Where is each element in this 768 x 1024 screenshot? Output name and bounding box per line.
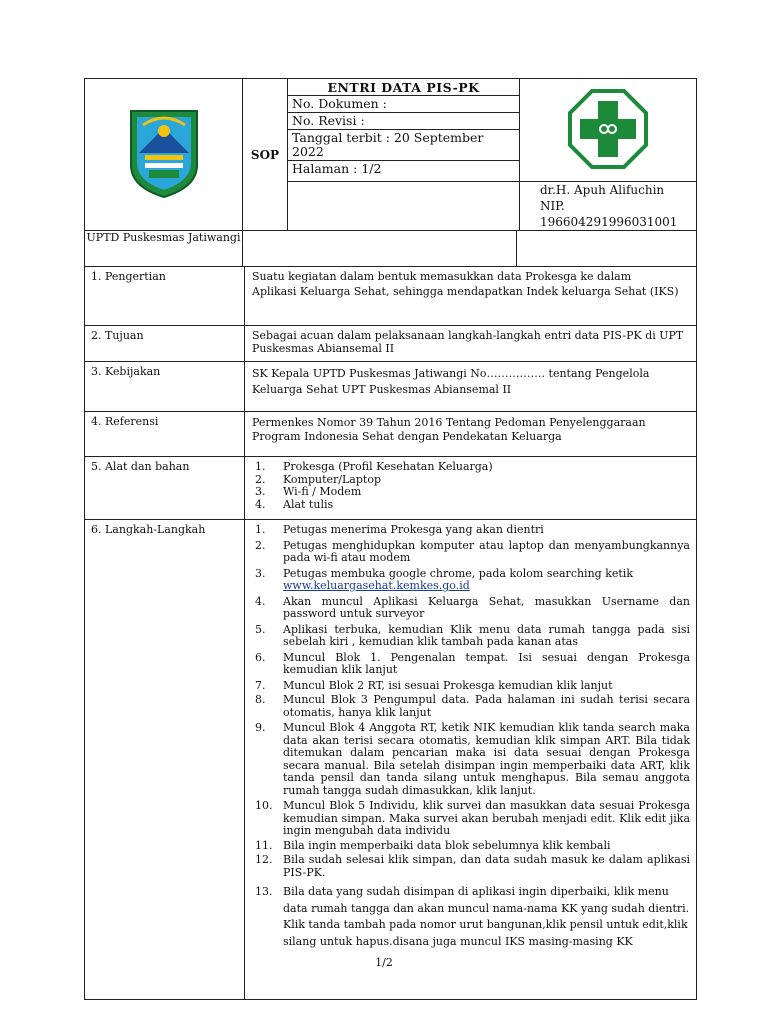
blank-signature-area (517, 231, 697, 267)
list-item: 3. Wi-fi / Modem (255, 485, 362, 498)
list-item: 12. Bila sudah selesai klik simpan, dan data sudah masuk ke dalam aplikasi PIS-PK. (255, 853, 690, 879)
section-label: 6. Langkah-Langkah (85, 520, 245, 1000)
signer-nip: NIP. 196604291996031001 (540, 199, 678, 229)
blank-cell (243, 231, 517, 267)
section-text: Sebagai acuan dalam pelaksanaan langkah-langkah entri data PIS-PK di UPT Puskesmas Abiansemal II (245, 326, 697, 362)
page-footer: 1/2 (375, 956, 393, 969)
list-item: 9. Muncul Blok 4 Anggota RT, ketik NIK kemudian klik tanda search maka data akan terisi secara otomatis, kemudian klik simpan ART. Bila tidak ditemukan dalam pencarian maka isi data sesuai dengan Prokesga secara manual. Bila setelah disimpan ingin memperbaiki data ART, klik tanda pensil dan tanda silang untuk menghapus. Bila semau anggota rumah tangga sudah dimasukkan, klik lanjut. (255, 721, 690, 797)
document-title (288, 79, 520, 182)
tools-list (245, 457, 697, 520)
document-number: No. Dokumen : (288, 96, 519, 113)
list-item: 5. Aplikasi terbuka, kemudian Klik menu data rumah tangga pada sisi sebelah kiri , kemudian klik tambah pada kanan atas (255, 622, 690, 648)
list-item: 8. Muncul Blok 3 Pengumpul data. Pada halaman ini sudah terisi secara otomatis, hanya klik lanjut (255, 693, 690, 719)
section-label: 4. Referensi (85, 412, 245, 457)
list-item: 3. Petugas membuka google chrome, pada kolom searching ketik www.keluargasehat.kemkes.go.id (255, 566, 633, 592)
issue-date: Tanggal terbit : 20 September 2022 (288, 130, 519, 161)
section-label: 3. Kebijakan (85, 362, 245, 412)
website-link[interactable]: www.keluargasehat.kemkes.go.id (283, 579, 470, 592)
list-item: 7. Muncul Blok 2 RT, isi sesuai Prokesga kemudian klik lanjut (255, 678, 613, 692)
sop-body-table (84, 230, 697, 267)
section-text: Suatu kegiatan dalam bentuk memasukkan data Prokesga ke dalam Aplikasi Keluarga Sehat, sehingga mendapatkan Indek keluarga Sehat (IKS) (245, 267, 697, 326)
list-item: 1. Petugas menerima Prokesga yang akan dientri (255, 523, 544, 536)
section-text: SK Kepala UPTD Puskesmas Jatiwangi No……………. tentang Pengelola Keluarga Sehat UPT Puskesmas Abiansemal II (245, 362, 697, 412)
page-number: Halaman : 1/2 (292, 161, 382, 176)
institution-name: UPTD Puskesmas Jatiwangi (85, 231, 243, 267)
list-item: 2. Petugas menghidupkan komputer atau laptop dan menyambungkannya pada wi-fi atau modem (255, 538, 690, 564)
revision-number: No. Revisi : (288, 113, 519, 130)
list-item: 11. Bila ingin memperbaiki data blok sebelumnya klik kembali (255, 838, 611, 852)
sop-title: ENTRI DATA PIS-PK (288, 79, 519, 96)
regency-emblem-icon (125, 107, 203, 199)
sop-content-table (84, 266, 697, 1000)
puskesmas-logo-icon (568, 89, 648, 169)
section-text: Permenkes Nomor 39 Tahun 2016 Tentang Pedoman Penyelenggaraan Program Indonesia Sehat dengan Pendekatan Keluarga (245, 412, 697, 457)
list-item: 4. Akan muncul Aplikasi Keluarga Sehat, masukkan Username dan password untuk surveyor (255, 594, 690, 620)
list-item: 10. Muncul Blok 5 Individu, klik survei dan masukkan data sesuai Prokesga kemudian simpan. Maka survei akan berubah menjadi edit. Klik edit jika ingin mengubah data individu (255, 799, 690, 837)
section-label: 5. Alat dan bahan (85, 457, 245, 520)
list-item: 1. Prokesga (Profil Kesehatan Keluarga) (255, 460, 493, 473)
section-label: 2. Tujuan (85, 326, 245, 362)
signer-name: dr.H. Apuh Alifuchin (540, 183, 665, 197)
left-logo-cell (85, 79, 243, 231)
sop-header-table (84, 78, 697, 231)
sop-document (84, 78, 697, 1000)
steps-list (245, 520, 697, 1000)
right-logo-cell (520, 79, 697, 182)
sop-label: SOP (243, 79, 288, 231)
section-label: 1. Pengertian (85, 267, 245, 326)
list-item: 2. Komputer/Laptop (255, 472, 381, 486)
list-item: 13. Bila data yang sudah disimpan di aplikasi ingin diperbaiki, klik menu data rumah tangga dan akan muncul nama-nama KK yang sudah dientri. Klik tanda tambah pada nomor urut bangunan,klik pensil untuk edit,klik silang untuk hapus.disana juga muncul IKS masing-masing KK (255, 885, 690, 948)
list-item: 6. Muncul Blok 1. Pengenalan tempat. Isi sesuai dengan Prokesga kemudian klik lanjut (255, 650, 690, 676)
signer-cell (520, 182, 697, 231)
list-item: 4. Alat tulis (255, 497, 334, 511)
